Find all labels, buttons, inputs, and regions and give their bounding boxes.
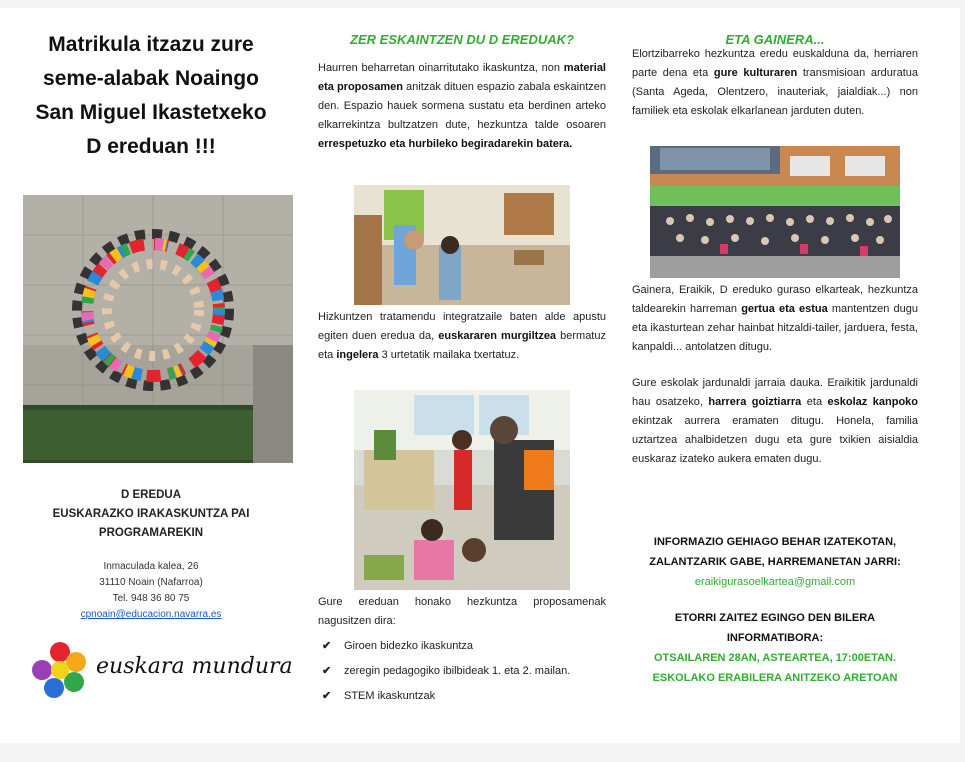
left-column — [15, 8, 287, 164]
middle-column — [318, 8, 606, 154]
flower-logo-icon — [30, 640, 90, 700]
contact-email-link[interactable]: eraikigurasoelkartea@gmail.com — [694, 576, 856, 588]
paragraph-culture: Elortzibarreko hezkuntza eredu euskalduna da, herriaren parte dena eta gure kulturaren transmisioan arduratua (Santa Ageda, Olentzero, inauteriak, jaialdiak...) non familiek eta eskolak elkarlanean jarduten duten. — [632, 48, 918, 117]
paragraph-schedule: Gure eskolak jardunaldi jarraia dauka. Eraikitik jardunaldi hau osatzeko, harrera goiztiarra eta eskolaz kanpoko ekintzak aurrera eramaten ditugu. Honela, familia uztartzea ahalbidetzen dugu eta gure txikien aisialdia euskaraz izateko aukera ematen dugu. — [632, 377, 918, 465]
euskara-mundura-logo — [30, 640, 293, 700]
checkmark-icon: ✔ — [322, 690, 332, 702]
page-title: Matrikula itzazu zure seme-alabak Noaingo San Miguel Ikastetxeko D ereduan !!! — [35, 33, 267, 158]
school-address: Inmaculada kalea, 26 31110 Noain (Nafarroa) Tel. 948 36 80 75 cpnoain@educacion.navarra.es — [80, 561, 222, 620]
list-item: ✔ STEM ikaskuntzak — [318, 687, 606, 706]
school-email-link[interactable]: cpnoain@educacion.navarra.es — [80, 609, 222, 620]
list-item: ✔ Giroen bidezko ikaskuntza — [318, 637, 606, 656]
paragraph-association: Gainera, Eraikik, D ereduko guraso elkarteak, hezkuntza taldearekin harreman gertua eta estua mantentzen dugu eta ikasturtean zehar hainbat hitzaldi-tailer, jarduera, festa, kanpaldi... antolatzen ditugu. — [632, 284, 918, 353]
list-item: ✔ zeregin pedagogiko ibilbideak 1. eta 2. mailan. — [318, 662, 606, 681]
activity-photo — [354, 390, 570, 590]
logo-wordmark: euskara mundura — [96, 654, 293, 679]
checkmark-icon: ✔ — [322, 665, 332, 677]
paragraph-proposals: Gure ereduan honako hezkuntza proposamenak nagusitzen dira: — [318, 596, 606, 627]
school-group-photo — [650, 146, 900, 278]
classroom-photo — [354, 185, 570, 305]
checkmark-icon: ✔ — [322, 640, 332, 652]
children-circle-photo — [23, 195, 293, 463]
meeting-place: ESKOLAKO ERABILERA ANITZEKO ARETOAN — [652, 672, 898, 684]
right-column — [632, 8, 918, 121]
meeting-block: ETORRI ZAITEZ EGINGO DEN BILERA INFORMATIBORA: OTSAILAREN 28AN, ASTEARTEA, 17:00ETAN. ESKOLAKO ERABILERA ANITZEKO ARETOAN — [632, 608, 918, 688]
contact-block: INFORMAZIO GEHIAGO BEHAR IZATEKOTAN, ZALANTZARIK GABE, HARREMANETAN JARRI: eraikigurasoelkartea@gmail.com — [632, 532, 918, 592]
paragraph-learning: Haurren beharretan oinarritutako ikaskuntza, non material eta proposamen anitzak dituen espazio zabala eskaintzen den. Espazio hauek sormena sustatu eta berdinen arteko elkarrekintza bultzatzen dute, hezkuntza talde osoaren errespetuzko eta hurbileko begiradarekin batera. — [318, 62, 606, 150]
section-heading-offer: ZER ESKAINTZEN DU D EREDUAK? — [350, 32, 574, 47]
brochure-page — [0, 8, 960, 743]
meeting-date: OTSAILAREN 28AN, ASTEARTEA, 17:00ETAN. — [653, 652, 897, 664]
paragraph-languages: Hizkuntzen tratamendu integratzaile baten alde apustu egiten duen eredua da, euskararen murgiltzea bermatuz eta ingelera 3 urtetatik mailaka txertatuz. — [318, 311, 606, 361]
program-info: D EREDUA EUSKARAZKO IRAKASKUNTZA PAI PROGRAMAREKIN — [52, 489, 250, 539]
section-heading-more: ETA GAINERA... — [725, 32, 825, 47]
proposal-list — [318, 637, 606, 706]
